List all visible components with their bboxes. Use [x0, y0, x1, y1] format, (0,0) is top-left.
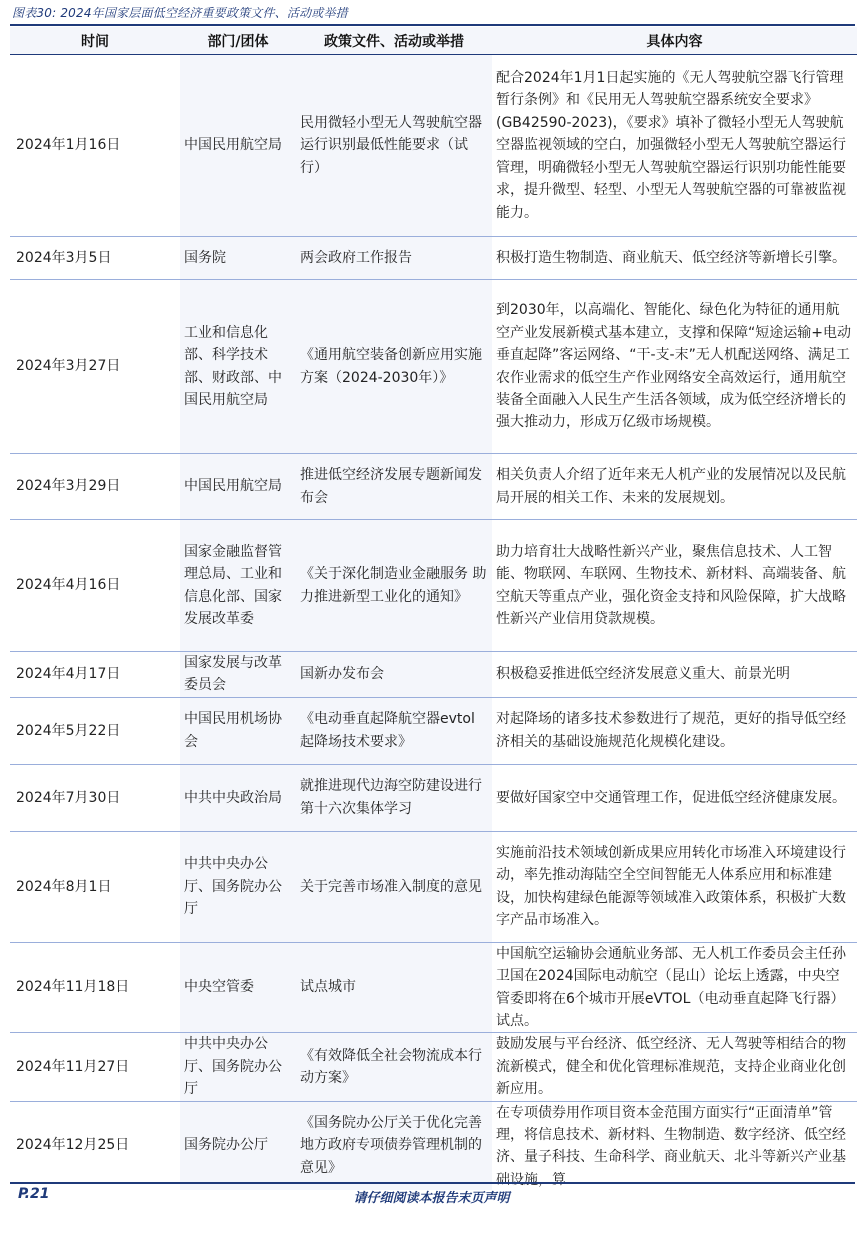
table-caption: 图表30: 2024年国家层面低空经济重要政策文件、活动或举措: [12, 6, 348, 20]
table-row: [10, 1033, 857, 1101]
row-date: 2024年4月17日: [10, 652, 180, 698]
table-row: [10, 454, 857, 520]
row-department: 中央空管委: [180, 942, 296, 1033]
row-policy: 《有效降低全社会物流成本行动方案》: [296, 1033, 492, 1101]
row-content: 到2030年，以高端化、智能化、绿色化为特征的通用航空产业发展新模式基本建立，支撑和保障“短途运输+电动垂直起降”客运网络、“干-支-末”无人机配送网络、满足工农作业需求的低空生产作业网络安全高效运行，通用航空装备全面融入人民生产生活各领域，成为低空经济增长的强大推动力，形成万亿级市场规模。: [492, 280, 857, 454]
row-department: 国家金融监督管理总局、工业和信息化部、国家发展改革委: [180, 520, 296, 652]
row-department: 中国民用机场协会: [180, 697, 296, 764]
table-row: [10, 1101, 857, 1190]
table-row: [10, 764, 857, 831]
footer-divider: [10, 1182, 855, 1184]
row-content: 相关负责人介绍了近年来无人机产业的发展情况以及民航局开展的相关工作、未来的发展规划。: [492, 454, 857, 520]
table-row: [10, 942, 857, 1033]
row-content: [492, 1101, 857, 1190]
table-row: [10, 831, 857, 942]
row-policy: 民用微轻小型无人驾驶航空器运行识别最低性能要求（试行）: [296, 55, 492, 237]
row-date: 2024年8月1日: [10, 831, 180, 942]
row-date: 2024年4月16日: [10, 520, 180, 652]
row-content: 积极稳妥推进低空经济发展意义重大、前景光明: [492, 652, 857, 698]
row-policy: 推进低空经济发展专题新闻发布会: [296, 454, 492, 520]
row-date: 2024年11月27日: [10, 1033, 180, 1101]
row-content-text: 在专项债券用作项目资本金范围方面实行“正面清单”管理，将信息技术、新材料、生物制造、数字经济、低空经济、量子科技、生命科学、商业航天、北斗等新兴产业基础设施，算: [496, 1104, 846, 1188]
caption-divider: [10, 24, 855, 26]
row-content: 实施前沿技术领域创新成果应用转化市场准入环境建设行动，率先推动海陆空全空间智能无人体系应用和标准建设，加快构建绿色能源等领域准入政策体系，积极扩大数字产品市场准入。: [492, 831, 857, 942]
row-content: 配合2024年1月1日起实施的《无人驾驶航空器飞行管理暂行条例》和《民用无人驾驶航空器系统安全要求》(GB42590-2023)，《要求》填补了微轻小型无人驾驶航空器监视领域的空白，加强微轻小型无人驾驶航空器运行管理，明确微轻小型无人驾驶航空器运行识别功能性能要求，提升微型、轻型、小型无人驾驶航空器的可靠被监视能力。: [492, 55, 857, 237]
row-department: 工业和信息化部、科学技术部、财政部、中国民用航空局: [180, 280, 296, 454]
row-content: 鼓励发展与平台经济、低空经济、无人驾驶等相结合的物流新模式，健全和优化管理标准规范，支持企业商业化创新应用。: [492, 1033, 857, 1101]
table-row: [10, 697, 857, 764]
row-department: 国务院办公厅: [180, 1101, 296, 1190]
table-row: [10, 280, 857, 454]
row-department: 中共中央办公厅、国务院办公厅: [180, 831, 296, 942]
row-policy: 就推进现代边海空防建设进行第十六次集体学习: [296, 764, 492, 831]
row-date: 2024年3月27日: [10, 280, 180, 454]
row-date: 2024年3月29日: [10, 454, 180, 520]
header-content: 具体内容: [492, 27, 857, 55]
row-date: 2024年12月25日: [16, 1137, 130, 1154]
row-content: 积极打造生物制造、商业航天、低空经济等新增长引擎。: [492, 237, 857, 280]
row-department: 国家发展与改革委员会: [180, 652, 296, 698]
table-row: [10, 237, 857, 280]
table-row: [10, 652, 857, 698]
policy-table: [10, 27, 857, 1190]
row-department: 国务院: [180, 237, 296, 280]
row-content: 助力培育壮大战略性新兴产业，聚焦信息技术、人工智能、物联网、车联网、生物技术、新材料、高端装备、航空航天等重点产业，强化资金支持和风险保障，扩大战略性新兴产业信用贷款规模。: [492, 520, 857, 652]
row-department: 中国民用航空局: [180, 55, 296, 237]
row-policy: 《通用航空装备创新应用实施方案（2024-2030年）》: [296, 280, 492, 454]
row-date: 2024年7月30日: [10, 764, 180, 831]
table-header-row: [10, 27, 857, 55]
row-date: 2024年11月18日: [10, 942, 180, 1033]
row-date: 2024年1月16日: [10, 55, 180, 237]
row-policy: 《电动垂直起降航空器evtol起降场技术要求》: [296, 697, 492, 764]
row-department: 中共中央政治局: [180, 764, 296, 831]
row-content: 中国航空运输协会通航业务部、无人机工作委员会主任孙卫国在2024国际电动航空（昆山）论坛上透露，中央空管委即将在6个城市开展eVTOL（电动垂直起降飞行器）试点。: [492, 942, 857, 1033]
row-content: 对起降场的诸多技术参数进行了规范，更好的指导低空经济相关的基础设施规范化规模化建设。: [492, 697, 857, 764]
row-date: 2024年5月22日: [10, 697, 180, 764]
row-policy: 关于完善市场准入制度的意见: [296, 831, 492, 942]
row-policy: 国新办发布会: [296, 652, 492, 698]
row-department: 中共中央办公厅、国务院办公厅: [180, 1033, 296, 1101]
row-policy: 两会政府工作报告: [296, 237, 492, 280]
row-policy: 试点城市: [296, 942, 492, 1033]
header-time: 时间: [10, 27, 180, 55]
row-date: 2024年3月5日: [10, 237, 180, 280]
row-policy: 《关于深化制造业金融服务 助力推进新型工业化的通知》: [296, 520, 492, 652]
header-department: 部门/团体: [180, 27, 296, 55]
page-number: P.21: [18, 1186, 50, 1202]
table-row: [10, 55, 857, 237]
table-row: [10, 520, 857, 652]
row-content: 要做好国家空中交通管理工作，促进低空经济健康发展。: [492, 764, 857, 831]
footer-disclaimer: 请仔细阅读本报告末页声明: [353, 1191, 510, 1206]
row-department: 中国民用航空局: [180, 454, 296, 520]
header-policy: 政策文件、活动或举措: [296, 27, 492, 55]
row-policy: 《国务院办公厅关于优化完善地方政府专项债券管理机制的意见》: [296, 1101, 492, 1190]
